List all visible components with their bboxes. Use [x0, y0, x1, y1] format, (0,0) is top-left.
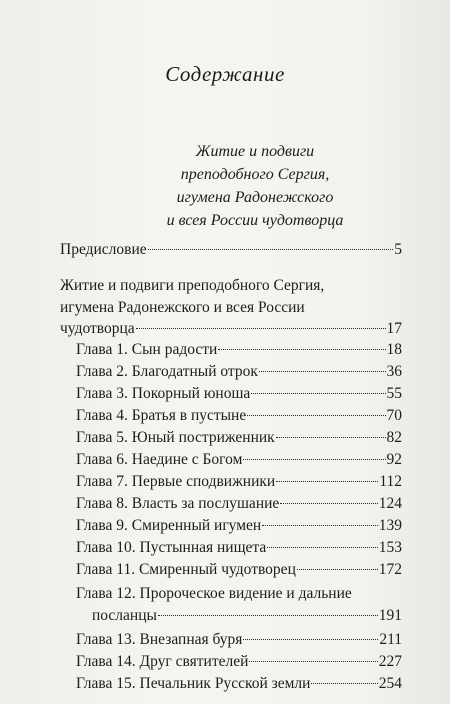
toc-label: Глава 6. Наедине с Богом — [76, 451, 243, 468]
leader-dots — [311, 682, 377, 684]
toc-label: Глава 14. Друг святителей — [76, 653, 249, 670]
toc-label: Глава 3. Покорный юноша — [76, 385, 251, 402]
toc-entry-chapter[interactable] — [76, 630, 402, 650]
toc-label: Глава 10. Пустынная нищета — [76, 539, 267, 556]
toc-page: 70 — [386, 407, 402, 424]
toc-label: Глава 8. Власть за послушание — [76, 495, 280, 512]
toc-page: 5 — [394, 241, 402, 258]
leader-dots — [297, 568, 378, 570]
leader-dots — [158, 614, 378, 616]
leader-dots — [280, 502, 377, 504]
toc-page: 211 — [379, 631, 402, 648]
leader-dots — [259, 370, 386, 372]
toc-entry-chapter-line: Глава 12. Пророческое видение и дальние — [76, 585, 352, 602]
toc-entry-life-line: игумена Радонежского и всея России — [60, 299, 305, 316]
toc-entry-chapter[interactable] — [76, 538, 402, 558]
toc-page: 36 — [386, 363, 402, 380]
toc-entry-chapter[interactable] — [76, 362, 402, 382]
toc-entry-chapter[interactable] — [76, 340, 402, 360]
subtitle-line: преподобного Сергия, — [180, 166, 330, 183]
toc-entry-chapter[interactable] — [76, 494, 402, 514]
toc-page: 124 — [378, 495, 402, 512]
toc-label: Предисловие — [60, 241, 147, 258]
toc-label: Глава 5. Юный постриженник — [76, 429, 275, 446]
leader-dots — [148, 248, 394, 250]
leader-dots — [276, 436, 386, 438]
toc-label: Глава 13. Внезапная буря — [76, 631, 243, 648]
toc-entry-chapter[interactable] — [92, 606, 402, 626]
leader-dots — [243, 458, 385, 460]
toc-label: Глава 11. Смиренный чудотворец — [76, 561, 296, 578]
toc-entry-chapter[interactable] — [76, 560, 402, 580]
leader-dots — [218, 348, 385, 350]
subtitle-line: игумена Радонежского — [176, 189, 334, 206]
toc-entry-life[interactable] — [60, 319, 402, 339]
toc-page: 191 — [378, 607, 402, 624]
toc-entry-life-line: Житие и подвиги преподобного Сергия, — [60, 277, 325, 294]
leader-dots — [136, 327, 386, 329]
toc-entry-chapter[interactable] — [76, 652, 402, 672]
toc-label: Глава 9. Смиренный игумен — [76, 517, 262, 534]
toc-label: посланцы — [92, 607, 157, 624]
toc-entry-chapter[interactable] — [76, 406, 402, 426]
leader-dots — [247, 414, 385, 416]
toc-page: 82 — [386, 429, 402, 446]
leader-dots — [267, 546, 377, 548]
leader-dots — [249, 660, 377, 662]
leader-dots — [251, 392, 385, 394]
page-title: Содержание — [165, 62, 285, 86]
toc-label: Глава 4. Братья в пустыне — [76, 407, 247, 424]
subtitle-line: Житие и подвиги — [195, 143, 315, 160]
toc-page: 153 — [378, 539, 402, 556]
toc-label: Глава 15. Печальник Русской земли — [76, 675, 311, 692]
toc-page: 172 — [378, 561, 402, 578]
subtitle-line: и всея России чудотворца — [166, 212, 344, 229]
toc-entry-chapter[interactable] — [76, 384, 402, 404]
toc-label: Глава 2. Благодатный отрок — [76, 363, 258, 380]
section-subtitle — [130, 140, 380, 232]
leader-dots — [276, 480, 378, 482]
toc-label: Глава 1. Сын радости — [76, 341, 218, 358]
toc-label: чудотворца — [60, 320, 135, 337]
toc-page: 112 — [379, 473, 402, 490]
toc-entry-chapter[interactable] — [76, 450, 402, 470]
toc-entry-chapter[interactable] — [76, 428, 402, 448]
toc-page: 254 — [378, 675, 402, 692]
toc-entry-chapter[interactable] — [76, 516, 402, 536]
leader-dots — [243, 638, 378, 640]
leader-dots — [262, 524, 378, 526]
toc-page: 55 — [386, 385, 402, 402]
toc-page: 92 — [386, 451, 402, 468]
toc-page: 227 — [378, 653, 402, 670]
toc-entry-chapter[interactable] — [76, 674, 402, 694]
toc-entry-preface[interactable] — [60, 240, 402, 260]
toc-page: 18 — [386, 341, 402, 358]
toc-page: 17 — [386, 320, 402, 337]
toc-page: 139 — [378, 517, 402, 534]
toc-entry-chapter[interactable] — [76, 472, 402, 492]
toc-label: Глава 7. Первые сподвижники — [76, 473, 276, 490]
